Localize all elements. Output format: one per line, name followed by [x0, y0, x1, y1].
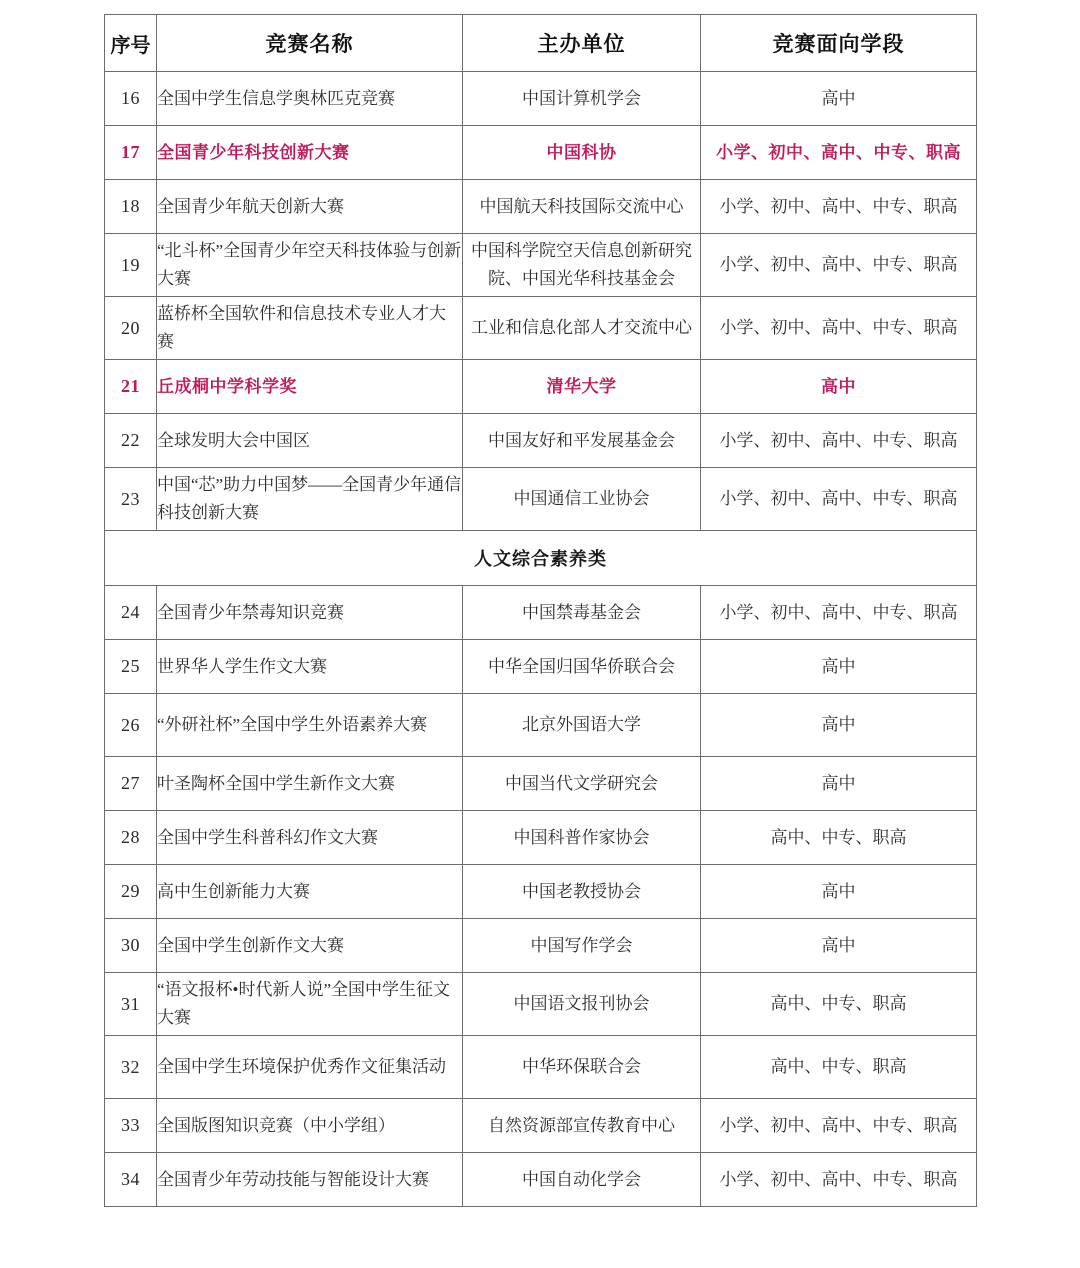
- row-name: “外研社杯”全国中学生外语素养大赛: [157, 694, 463, 757]
- row-name: 全国青少年航天创新大赛: [157, 180, 463, 234]
- row-name: 全国青少年禁毒知识竞赛: [157, 586, 463, 640]
- row-stage: 高中: [701, 694, 977, 757]
- competition-table: [104, 14, 977, 1207]
- row-org: 中国通信工业协会: [463, 468, 701, 531]
- row-org: 中国当代文学研究会: [463, 757, 701, 811]
- row-stage: 高中: [701, 865, 977, 919]
- row-stage: 小学、初中、高中、中专、职高: [701, 468, 977, 531]
- row-seq: 31: [105, 973, 157, 1036]
- row-stage: 小学、初中、高中、中专、职高: [701, 1153, 977, 1207]
- table-header: [105, 15, 977, 72]
- row-stage: 高中: [701, 360, 977, 414]
- row-seq: 30: [105, 919, 157, 973]
- row-org: 中华环保联合会: [463, 1036, 701, 1099]
- table-row: [105, 865, 977, 919]
- table-row: [105, 973, 977, 1036]
- row-stage: 高中: [701, 72, 977, 126]
- row-seq: 22: [105, 414, 157, 468]
- row-org: 中国航天科技国际交流中心: [463, 180, 701, 234]
- table-row: [105, 694, 977, 757]
- row-stage: 小学、初中、高中、中专、职高: [701, 180, 977, 234]
- row-org: 工业和信息化部人才交流中心: [463, 297, 701, 360]
- table-row: [105, 1036, 977, 1099]
- row-org: 中国友好和平发展基金会: [463, 414, 701, 468]
- row-name: 全国中学生信息学奥林匹克竞赛: [157, 72, 463, 126]
- row-org: 中国写作学会: [463, 919, 701, 973]
- row-name: 全球发明大会中国区: [157, 414, 463, 468]
- row-seq: 23: [105, 468, 157, 531]
- row-seq: 19: [105, 234, 157, 297]
- row-org: 北京外国语大学: [463, 694, 701, 757]
- row-seq: 29: [105, 865, 157, 919]
- row-stage: 小学、初中、高中、中专、职高: [701, 297, 977, 360]
- row-seq: 34: [105, 1153, 157, 1207]
- table-row: [105, 757, 977, 811]
- table-row: [105, 1153, 977, 1207]
- row-stage: 高中、中专、职高: [701, 973, 977, 1036]
- column-header-seq: 序号: [105, 15, 157, 72]
- row-org: 中国自动化学会: [463, 1153, 701, 1207]
- column-header-org: 主办单位: [463, 15, 701, 72]
- row-org: 中国计算机学会: [463, 72, 701, 126]
- row-org: 中华全国归国华侨联合会: [463, 640, 701, 694]
- row-name: 全国中学生环境保护优秀作文征集活动: [157, 1036, 463, 1099]
- column-header-stage: 竞赛面向学段: [701, 15, 977, 72]
- row-name: 蓝桥杯全国软件和信息技术专业人才大赛: [157, 297, 463, 360]
- table-row: [105, 919, 977, 973]
- row-stage: 高中: [701, 919, 977, 973]
- row-org: 中国老教授协会: [463, 865, 701, 919]
- row-name: 全国中学生创新作文大赛: [157, 919, 463, 973]
- row-stage: 高中: [701, 757, 977, 811]
- table-row: [105, 468, 977, 531]
- table-row: [105, 234, 977, 297]
- table-row: [105, 180, 977, 234]
- row-seq: 33: [105, 1099, 157, 1153]
- row-name: 全国青少年科技创新大赛: [157, 126, 463, 180]
- table-row: [105, 1099, 977, 1153]
- table-row: [105, 297, 977, 360]
- row-seq: 24: [105, 586, 157, 640]
- table-header-row: [105, 15, 977, 72]
- row-name: 全国中学生科普科幻作文大赛: [157, 811, 463, 865]
- table-row: [105, 640, 977, 694]
- row-seq: 32: [105, 1036, 157, 1099]
- table-row: [105, 414, 977, 468]
- section-heading-row: [105, 531, 977, 586]
- row-stage: 高中: [701, 640, 977, 694]
- row-name: 世界华人学生作文大赛: [157, 640, 463, 694]
- row-org: 中国科学院空天信息创新研究院、中国光华科技基金会: [463, 234, 701, 297]
- row-org: 中国语文报刊协会: [463, 973, 701, 1036]
- column-header-name: 竞赛名称: [157, 15, 463, 72]
- table-row: [105, 72, 977, 126]
- row-org: 中国科协: [463, 126, 701, 180]
- row-seq: 21: [105, 360, 157, 414]
- row-seq: 25: [105, 640, 157, 694]
- row-org: 自然资源部宣传教育中心: [463, 1099, 701, 1153]
- row-name: 叶圣陶杯全国中学生新作文大赛: [157, 757, 463, 811]
- table-row: [105, 360, 977, 414]
- row-seq: 17: [105, 126, 157, 180]
- row-org: 中国禁毒基金会: [463, 586, 701, 640]
- row-stage: 高中、中专、职高: [701, 1036, 977, 1099]
- row-name: 丘成桐中学科学奖: [157, 360, 463, 414]
- row-seq: 18: [105, 180, 157, 234]
- row-name: “北斗杯”全国青少年空天科技体验与创新大赛: [157, 234, 463, 297]
- row-name: 全国版图知识竞赛（中小学组）: [157, 1099, 463, 1153]
- row-name: 全国青少年劳动技能与智能设计大赛: [157, 1153, 463, 1207]
- row-seq: 16: [105, 72, 157, 126]
- row-seq: 28: [105, 811, 157, 865]
- section-heading-label: 人文综合素养类: [105, 531, 977, 586]
- row-stage: 小学、初中、高中、中专、职高: [701, 234, 977, 297]
- row-org: 清华大学: [463, 360, 701, 414]
- row-seq: 20: [105, 297, 157, 360]
- row-name: “语文报杯•时代新人说”全国中学生征文大赛: [157, 973, 463, 1036]
- table-row: [105, 586, 977, 640]
- row-org: 中国科普作家协会: [463, 811, 701, 865]
- row-stage: 小学、初中、高中、中专、职高: [701, 414, 977, 468]
- table-row: [105, 811, 977, 865]
- row-name: 中国“芯”助力中国梦——全国青少年通信科技创新大赛: [157, 468, 463, 531]
- table-row: [105, 126, 977, 180]
- table-body: [105, 72, 977, 1207]
- row-name: 高中生创新能力大赛: [157, 865, 463, 919]
- row-stage: 小学、初中、高中、中专、职高: [701, 1099, 977, 1153]
- row-seq: 27: [105, 757, 157, 811]
- row-stage: 高中、中专、职高: [701, 811, 977, 865]
- row-seq: 26: [105, 694, 157, 757]
- row-stage: 小学、初中、高中、中专、职高: [701, 126, 977, 180]
- row-stage: 小学、初中、高中、中专、职高: [701, 586, 977, 640]
- competition-table-container: [104, 14, 976, 1207]
